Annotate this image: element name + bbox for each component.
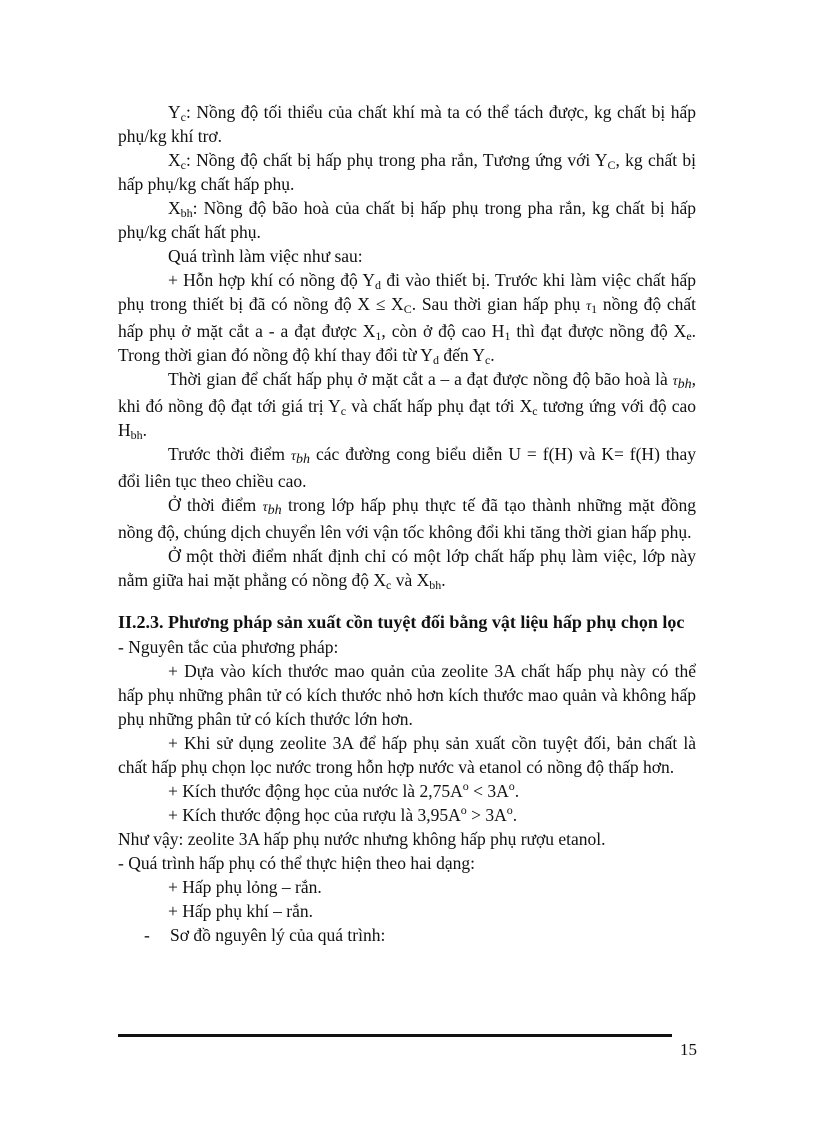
- subscript: d: [432, 353, 439, 367]
- text: và X: [391, 570, 430, 590]
- process-step: [118, 268, 696, 367]
- subscript: bh: [677, 377, 692, 392]
- text: + Kích thước động học của nước là 2,75A: [168, 781, 463, 801]
- text: . Trong thời gian đó nồng độ khí thay đổi từ Y: [118, 321, 697, 365]
- subscript: d: [375, 278, 382, 292]
- dash-bullet: -: [144, 925, 150, 945]
- section-heading: II.2.3. Phương pháp sản xuất cồn tuyệt đối bằng vật liệu hấp phụ chọn lọc: [118, 612, 685, 632]
- text: nồng độ chất hấp phụ ở mặt cắt a - a đạt được X: [118, 294, 696, 341]
- subscript: bh: [296, 452, 311, 467]
- subscript: bh: [267, 503, 282, 518]
- text: Ở thời điểm: [168, 495, 263, 515]
- superscript: o: [506, 803, 513, 817]
- subscript: c: [386, 578, 392, 592]
- text: , kg chất bị hấp phụ/kg chất hấp phụ.: [118, 150, 697, 194]
- spacer: [118, 592, 696, 610]
- subscript: 1: [591, 302, 598, 316]
- tau-symbol: τ: [672, 374, 678, 389]
- alcohol-kinetic-size: [118, 803, 696, 827]
- text: .: [441, 570, 446, 590]
- superscript: o: [460, 803, 467, 817]
- subscript: C: [403, 302, 412, 316]
- saturation-time: [118, 367, 696, 442]
- subscript: bh: [130, 428, 143, 442]
- text: X: [168, 150, 181, 170]
- subscript: e: [686, 329, 692, 343]
- text: , khi đó nồng độ đạt tới giá trị Y: [118, 369, 696, 416]
- conclusion: Như vậy: zeolite 3A hấp phụ nước nhưng không hấp phụ rượu etanol.: [118, 829, 606, 849]
- subscript: 1: [375, 329, 382, 343]
- tau-symbol: τ: [291, 449, 297, 464]
- text: .: [142, 420, 148, 440]
- tau-symbol: τ: [262, 500, 268, 515]
- text: : Nồng độ tối thiểu của chất khí mà ta có thể tách được, kg chất bị hấp phụ/kg khí trơ.: [118, 102, 696, 146]
- text: : Nồng độ bão hoà của chất bị hấp phụ trong pha rắn, kg chất bị hấp phụ/kg chất hất phụ.: [118, 198, 696, 242]
- text: > 3A: [466, 805, 507, 825]
- subscript: bh: [429, 578, 442, 592]
- text: và chất hấp phụ đạt tới X: [346, 396, 533, 416]
- document-body: [118, 100, 696, 947]
- text: tương ứng với độ cao H: [118, 396, 696, 440]
- page-number: 15: [680, 1040, 697, 1059]
- text: .: [512, 805, 518, 825]
- text: Y: [168, 102, 181, 122]
- text: đến Y: [438, 345, 485, 365]
- text: Trước thời điểm: [168, 444, 292, 464]
- text: Thời gian để chất hấp phụ ở mặt cắt a – a đạt được nồng độ bão hoà là: [168, 369, 673, 389]
- subscript: C: [607, 158, 616, 172]
- process-intro: Quá trình làm việc như sau:: [168, 246, 363, 266]
- subscript: c: [180, 158, 186, 172]
- principle-point: + Khi sử dụng zeolite 3A để hấp phụ sản xuất cồn tuyệt đối, bản chất là chất hấp phụ chọn lọc nước trong hỗn hợp nước và etanol có nồng độ thấp hơn.: [118, 733, 696, 777]
- iso-surfaces-note: [118, 493, 696, 544]
- mode-liquid-solid: + Hấp phụ lỏng – rắn.: [168, 877, 322, 897]
- principle-title: - Nguyên tắc của phương pháp:: [118, 637, 339, 657]
- text: X: [168, 198, 181, 218]
- curves-note: [118, 442, 696, 493]
- footer-rule: [118, 1034, 672, 1037]
- mode-gas-solid: + Hấp phụ khí – rắn.: [168, 901, 313, 921]
- text: thì đạt được nồng độ X: [510, 321, 687, 341]
- subscript: c: [340, 404, 347, 418]
- subscript: c: [180, 110, 186, 124]
- diagram-caption-item: [118, 923, 696, 947]
- subscript: bh: [180, 206, 193, 220]
- text: + Hỗn hợp khí có nồng độ Y: [168, 270, 376, 290]
- text: .: [490, 345, 495, 365]
- working-layer-note: [118, 544, 696, 592]
- principle-point: + Dựa vào kích thước mao quản của zeolite 3A chất hấp phụ này có thể hấp phụ những phân tử có kích thước nhỏ hơn kích thước mao quản và không hấp phụ những phân tử có kích thước lớn hơn.: [118, 661, 696, 729]
- text: < 3A: [468, 781, 509, 801]
- text: đi vào thiết bị. Trước khi làm việc chất hấp phụ trong thiết bị đã có nồng độ X ≤ X: [118, 270, 696, 314]
- text: .: [514, 781, 520, 801]
- text: Ở một thời điểm nhất định chỉ có một lớp chất hấp phụ làm việc, lớp này nằm giữa hai mặt phẳng có nồng độ X: [118, 546, 696, 590]
- superscript: o: [508, 779, 515, 793]
- def-xc: [118, 148, 696, 196]
- subscript: c: [532, 404, 538, 418]
- modes-title: - Quá trình hấp phụ có thể thực hiện theo hai dạng:: [118, 853, 475, 873]
- subscript: c: [484, 353, 491, 367]
- text: các đường cong biểu diễn U = f(H) và K= f(H) thay đổi liên tục theo chiều cao.: [118, 444, 696, 491]
- text: , còn ở độ cao H: [381, 321, 505, 341]
- text: trong lớp hấp phụ thực tế đã tạo thành những mặt đồng nồng độ, chúng dịch chuyển lên với vận tốc không đổi khi tăng thời gian hấp phụ.: [118, 495, 696, 542]
- def-yc: [118, 100, 696, 148]
- tau-symbol: τ: [586, 299, 592, 314]
- def-xbh: [118, 196, 696, 244]
- text: : Nồng độ chất bị hấp phụ trong pha rắn, Tương ứng với Y: [185, 150, 608, 170]
- superscript: o: [462, 779, 469, 793]
- water-kinetic-size: [118, 779, 696, 803]
- text: Sơ đồ nguyên lý của quá trình:: [170, 925, 386, 945]
- subscript: 1: [504, 329, 511, 343]
- text: . Sau thời gian hấp phụ: [411, 294, 587, 314]
- text: + Kích thước động học của rượu là 3,95A: [168, 805, 461, 825]
